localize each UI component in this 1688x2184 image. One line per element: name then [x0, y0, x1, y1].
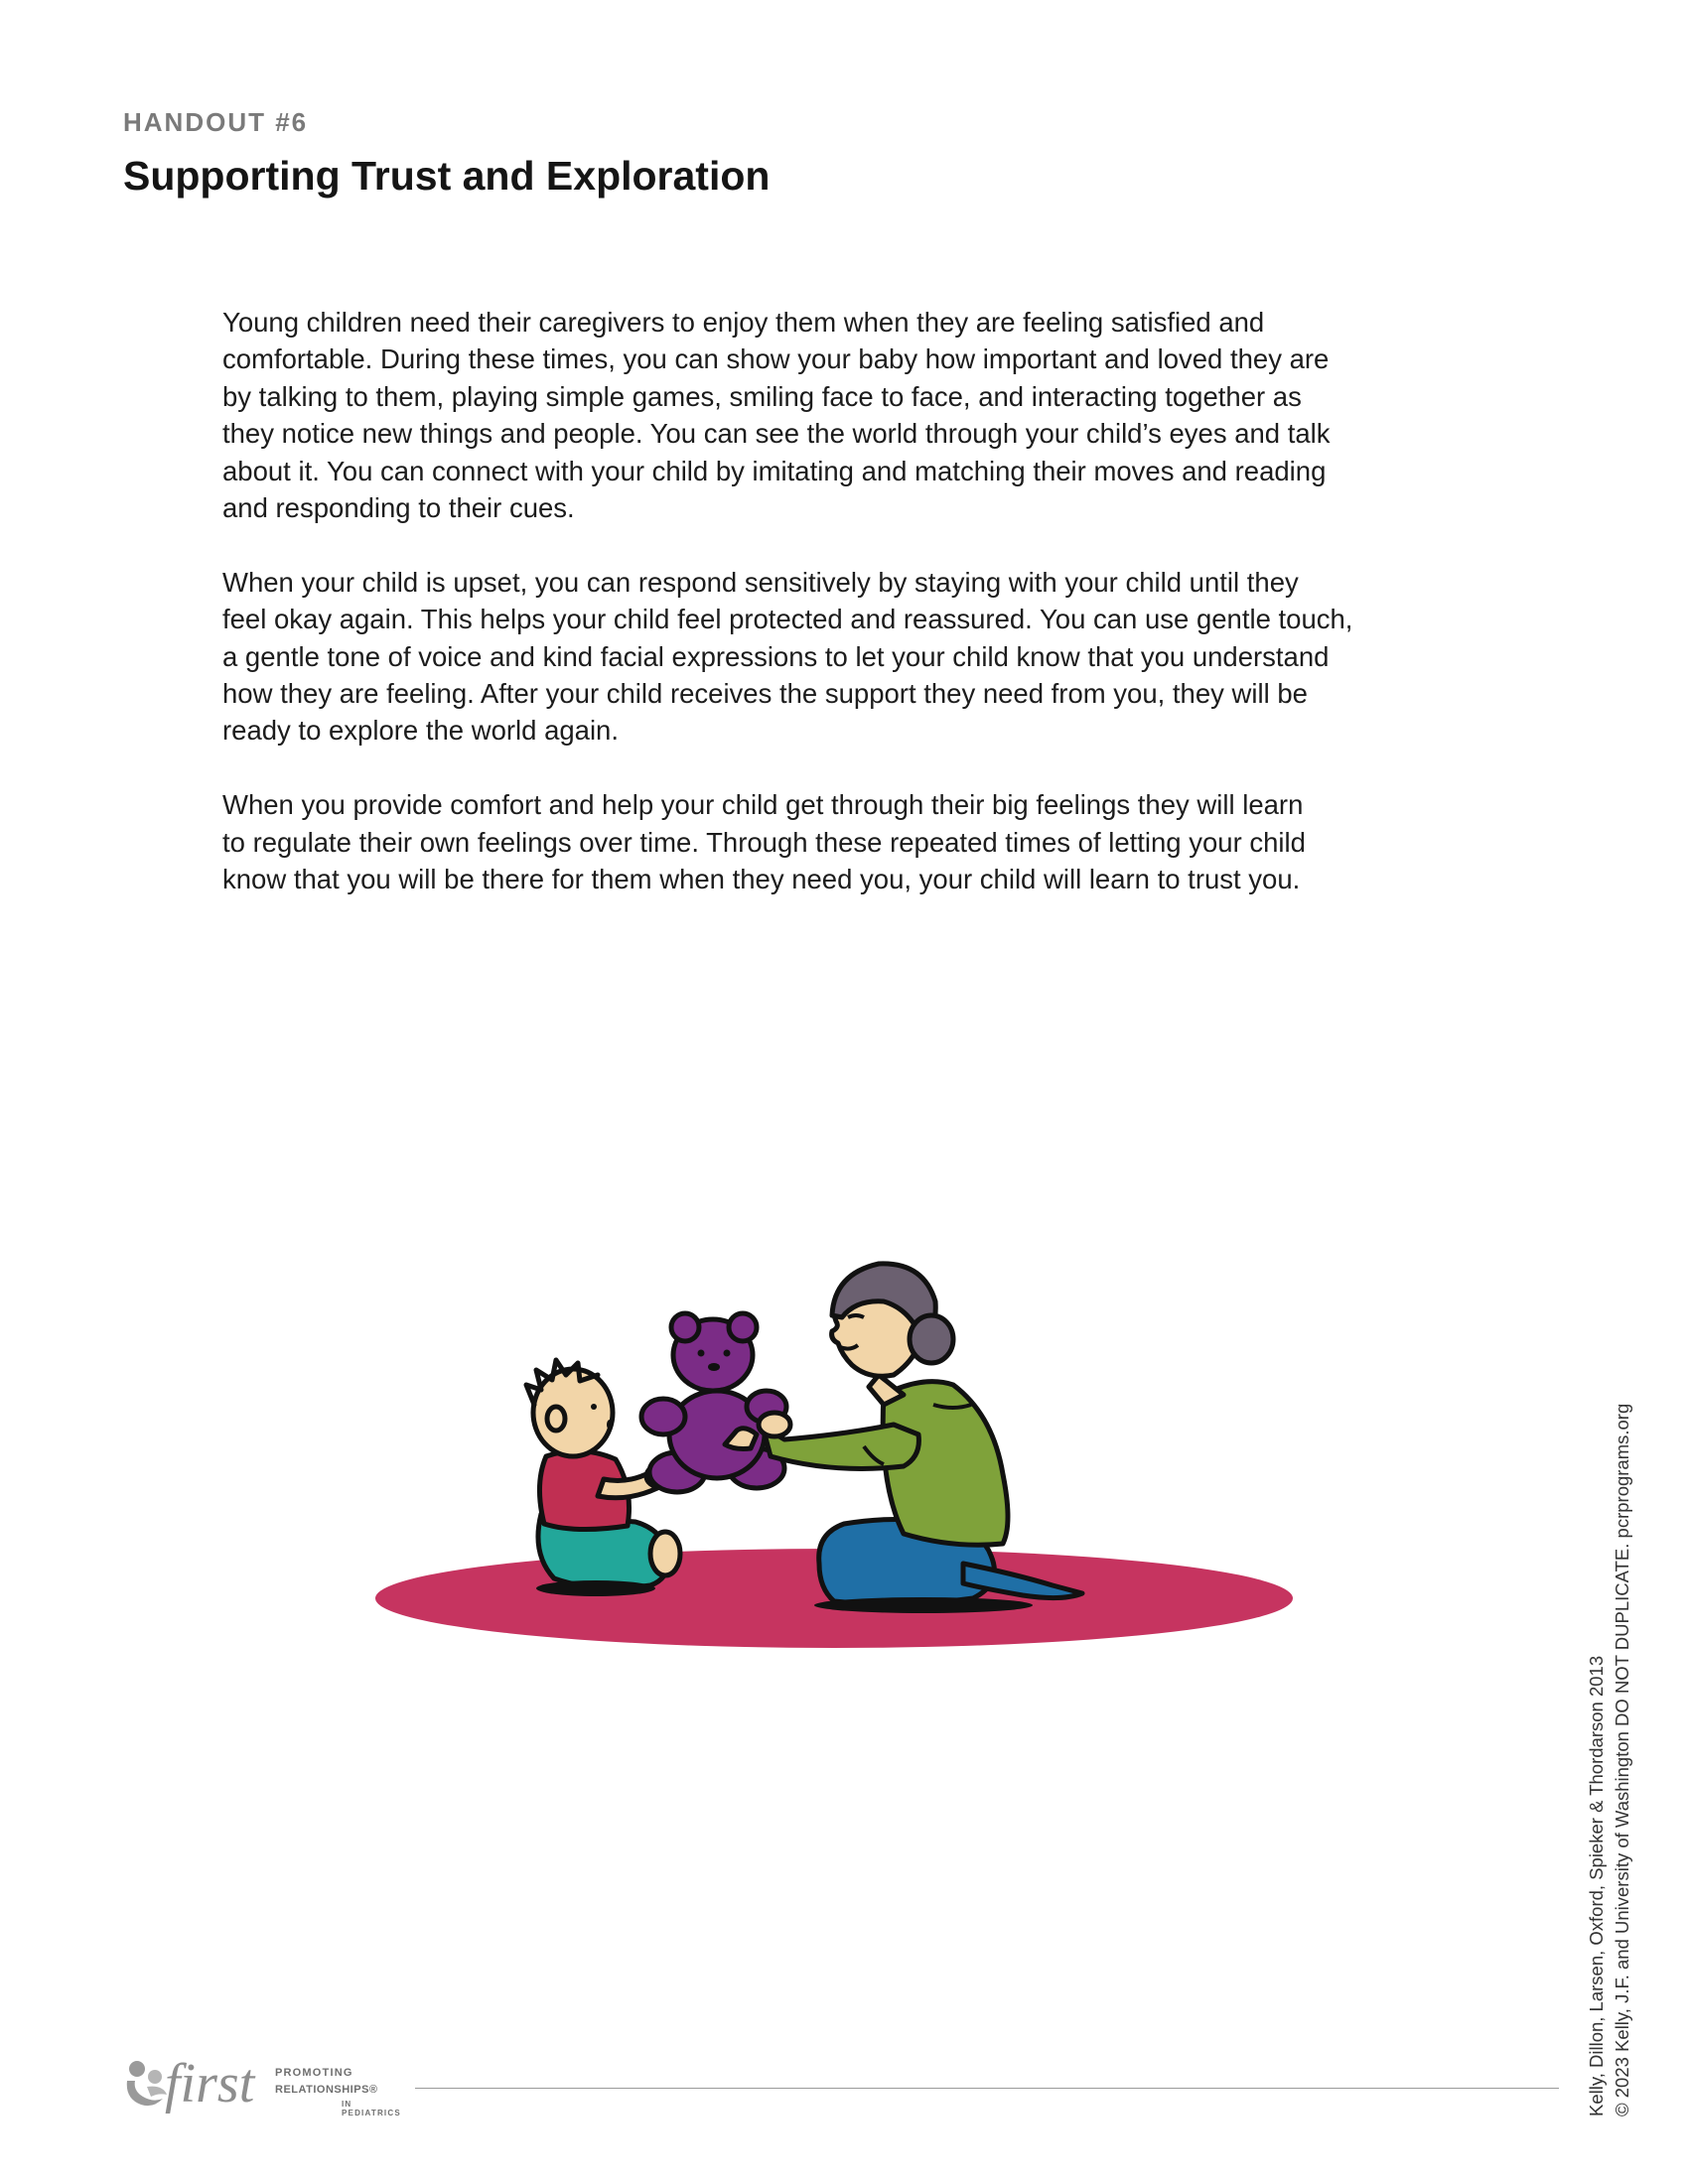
text-line: Young children need their caregivers to enjoy them when they are feeling satisfied and: [222, 307, 1265, 338]
teddy-bear: [641, 1313, 786, 1492]
paragraph-3: [222, 786, 1474, 897]
credit-copyright: © 2023 Kelly, J.F. and University of Washington DO NOT DUPLICATE. pcrprograms.org: [1612, 1403, 1632, 2116]
promoting-first-relationships-logo: [123, 2053, 411, 2122]
text-line: and responding to their cues.: [222, 492, 575, 524]
text-line: know that you will be there for them when they need you, your child will learn to trust you.: [222, 864, 1301, 895]
text-line: they notice new things and people. You can see the world through your child’s eyes and talk: [222, 418, 1331, 450]
paragraph-2: [222, 564, 1474, 750]
text-line: When your child is upset, you can respond sensitively by staying with your child until they: [222, 566, 1299, 598]
text-line: by talking to them, playing simple games, smiling face to face, and interacting together as: [222, 380, 1302, 412]
copyright-credit: [1584, 1404, 1635, 2116]
text-line: a gentle tone of voice and kind facial expressions to let your child know that you understand: [222, 640, 1330, 672]
text-line: to regulate their own feelings over time. Through these repeated times of letting your child: [222, 826, 1306, 858]
text-line: about it. You can connect with your child by imitating and matching their moves and reading: [222, 455, 1327, 486]
logo-word-relationships: RELATIONSHIPS®: [275, 2084, 378, 2096]
footer-divider: [415, 2088, 1559, 2089]
text-line: how they are feeling. After your child receives the support they need from you, they will be: [222, 678, 1308, 710]
page-title: Supporting Trust and Exploration: [123, 153, 771, 199]
body-text: [222, 304, 1474, 935]
paragraph-1: [222, 304, 1474, 526]
text-line: When you provide comfort and help your child get through their big feelings they will learn: [222, 789, 1304, 821]
logo-word-first: first: [165, 2053, 255, 2115]
logo-figures-icon: [123, 2059, 171, 2116]
handout-number: HANDOUT #6: [123, 107, 309, 137]
text-line: feel okay again. This helps your child feel protected and reassured. You can use gentle touch,: [222, 604, 1353, 635]
caregiver-child-illustration: [367, 1236, 1301, 1673]
logo-word-promoting: PROMOTING: [275, 2067, 353, 2079]
logo-word-in-pediatrics: IN PEDIATRICS: [342, 2100, 401, 2117]
text-line: comfortable. During these times, you can show your baby how important and loved they are: [222, 343, 1330, 375]
credit-authors: Kelly, Dillon, Larsen, Oxford, Spieker & Thordarson 2013: [1586, 1655, 1607, 2116]
text-line: ready to explore the world again.: [222, 715, 619, 747]
